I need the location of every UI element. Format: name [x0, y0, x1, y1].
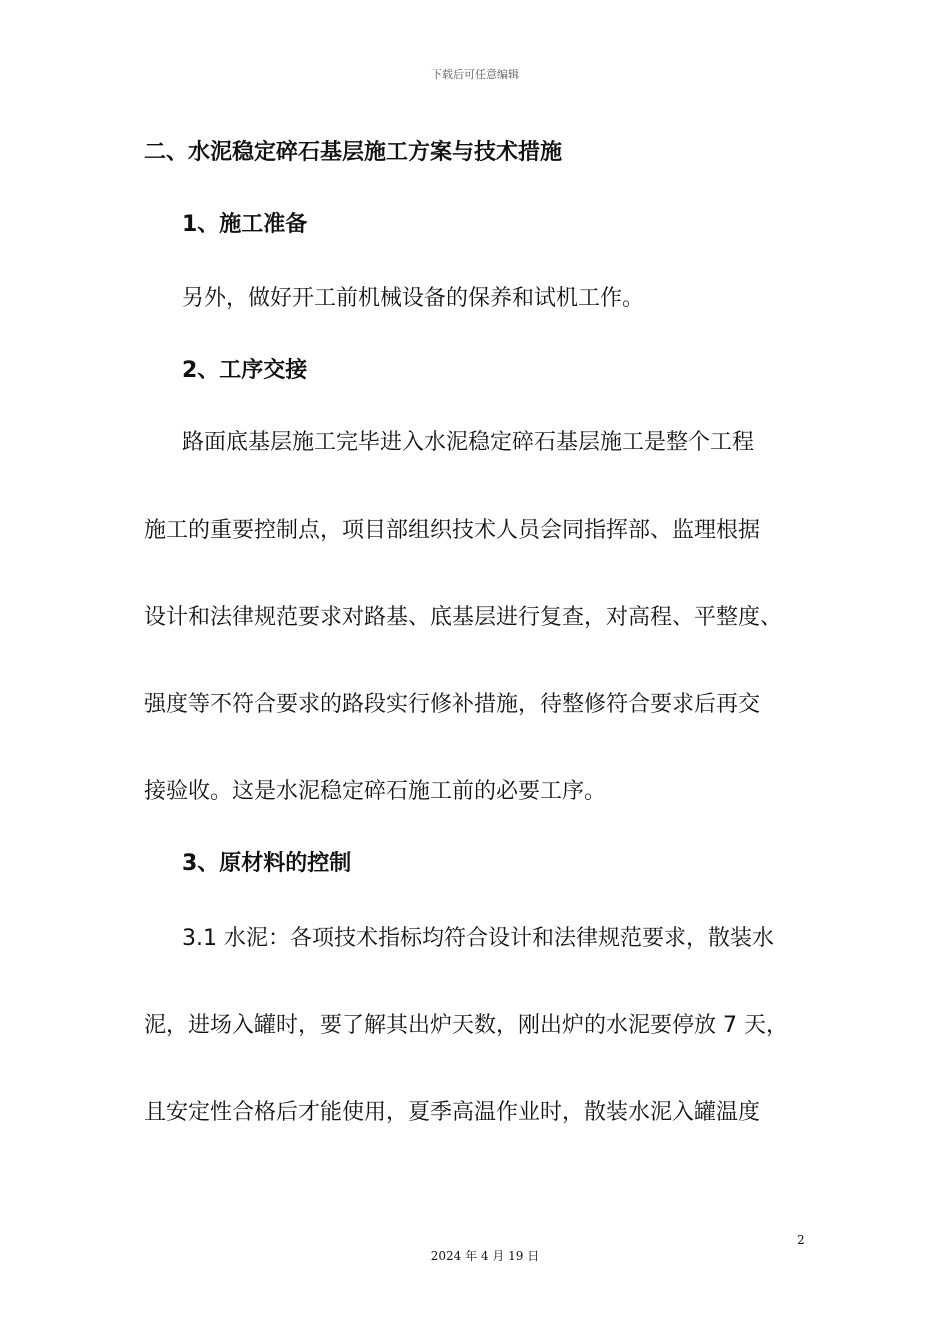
heading-3: 3、原材料的控制 — [182, 851, 352, 876]
heading-1: 1、施工准备 — [182, 212, 308, 237]
paragraph-2-line-5: 接验收。这是水泥稳定碎石施工前的必要工序。 — [144, 779, 607, 804]
paragraph-2-line-3: 设计和法律规范要求对路基、底基层进行复查，对高程、平整度、 — [144, 605, 783, 630]
paragraph-3-line-2: 泥，进场入罐时，要了解其出炉天数，刚出炉的水泥要停放 7 天， — [144, 1013, 788, 1038]
paragraph-1: 另外，做好开工前机械设备的保养和试机工作。 — [182, 286, 645, 311]
paragraph-3-line-3: 且安定性合格后才能使用，夏季高温作业时，散装水泥入罐温度 — [144, 1100, 761, 1125]
heading-2: 2、工序交接 — [182, 358, 308, 383]
paragraph-2-line-2: 施工的重要控制点，项目部组织技术人员会同指挥部、监理根据 — [144, 518, 761, 543]
page-number: 2 — [797, 1233, 805, 1247]
paragraph-2-line-4: 强度等不符合要求的路段实行修补措施，待整修符合要求后再交 — [144, 692, 761, 717]
page-footer-date: 2024 年 4 月 19 日 — [430, 1249, 540, 1263]
section-title: 二、水泥稳定碎石基层施工方案与技术措施 — [144, 140, 563, 165]
paragraph-2-line-1: 路面底基层施工完毕进入水泥稳定碎石基层施工是整个工程 — [182, 430, 755, 455]
paragraph-3-line-1: 3.1 水泥：各项技术指标均符合设计和法律规范要求，散装水 — [182, 926, 774, 951]
page-header: 下载后可任意编辑 — [431, 68, 519, 81]
